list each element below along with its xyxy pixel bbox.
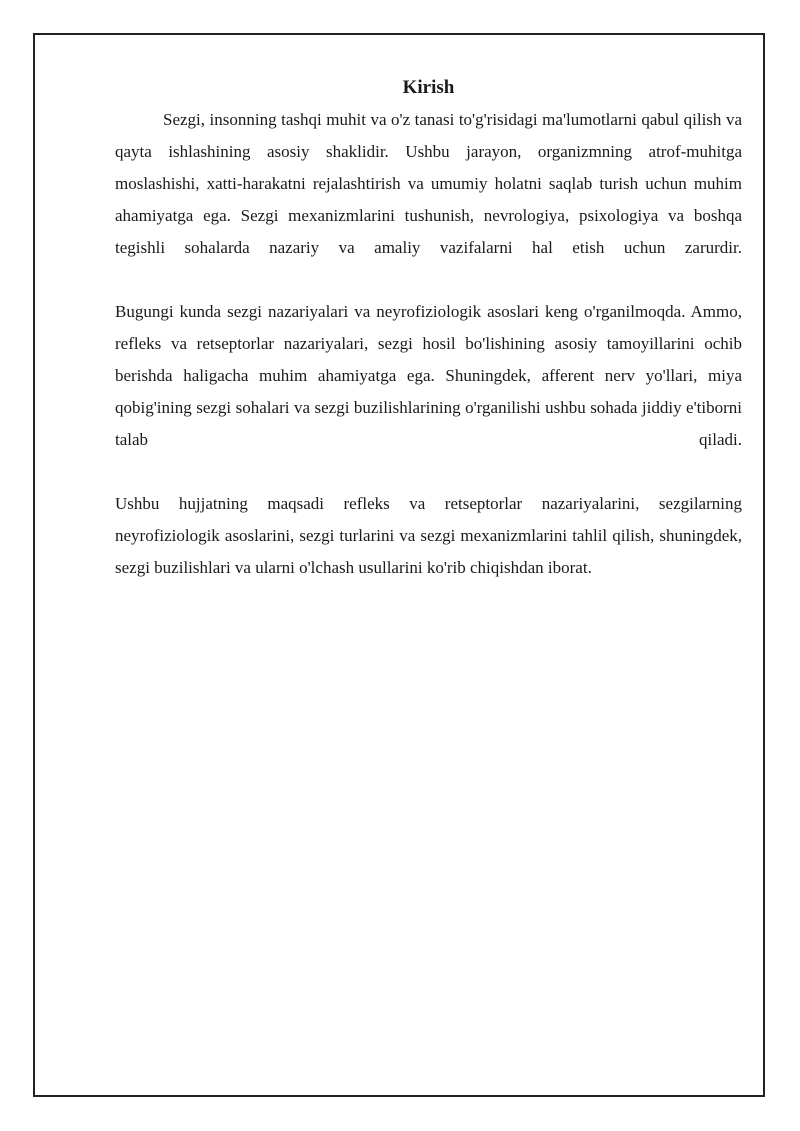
paragraph-spacer <box>115 264 742 296</box>
document-body <box>115 72 742 584</box>
paragraph-3: Ushbu hujjatning maqsadi refleks va retseptorlar nazariyalarini, sezgilarning neyrofiziologik asoslarini, sezgi turlarini va sezgi mexanizmlarini tahlil qilish, shuningdek, sezgi buzilishlari va ularni o'lchash usullarini ko'rib chiqishdan iborat. <box>115 494 742 577</box>
paragraph-2: Bugungi kunda sezgi nazariyalari va neyrofiziologik asoslari keng o'rganilmoqda. Ammo, refleks va retseptorlar nazariyalari, sezgi hosil bo'lishining asosiy tamoyillarini ochib berishda haligacha muhim ahamiyatga ega. Shuningdek, afferent nerv yo'llari, miya qobig'ining sezgi sohalari va sezgi buzilishlarining o'rganilishi ushbu sohada jiddiy e'tiborni talab qiladi. <box>115 302 742 449</box>
paragraph-1: Sezgi, insonning tashqi muhit va o'z tanasi to'g'risidagi ma'lumotlarni qabul qilish va qayta ishlashining asosiy shaklidir. Ushbu jarayon, organizmning atrof-muhitga moslashishi, xatti-harakatni rejalashtirish va umumiy holatni saqlab turish uchun muhim ahamiyatga ega. Sezgi mexanizmlarini tushunish, nevrologiya, psixologiya va boshqa tegishli sohalarda nazariy va amaliy vazifalarni hal etish uchun zarurdir. <box>115 110 742 257</box>
paragraph-spacer <box>115 456 742 488</box>
document-title: Kirish <box>402 77 455 98</box>
